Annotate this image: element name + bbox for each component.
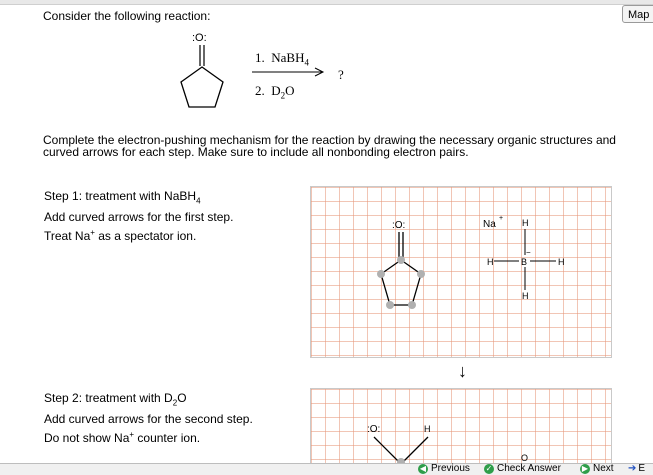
question-prompt: Consider the following reaction:	[43, 9, 211, 23]
step2-oxygen-label: :O:	[367, 424, 381, 435]
sodium-label: Na	[483, 219, 496, 230]
reagent-step2: 2. $D_2O$	[255, 83, 295, 101]
step1-drawing-canvas[interactable]	[310, 186, 612, 358]
previous-icon: ◀	[419, 463, 427, 473]
step1-line2: Treat Na+ as a spectator ion.	[44, 228, 197, 244]
check-answer-button[interactable]: ✓ Check Answer	[485, 463, 561, 474]
oxygen-label: :O:	[192, 32, 207, 44]
h-left: H	[487, 257, 494, 267]
next-icon: ▶	[581, 463, 589, 473]
reaction-arrow	[252, 66, 327, 78]
reagent-step1: 1. NaBH$_4$	[255, 50, 309, 68]
cyclopentanone-structure	[170, 30, 240, 115]
step2-h-label: H	[424, 424, 431, 434]
boron-label: B	[521, 257, 528, 267]
step1-title: Step 1: treatment with NaBH$_4$	[44, 189, 201, 206]
step1-description	[44, 188, 233, 244]
exit-button[interactable]: ➔ E	[628, 463, 646, 474]
step2-drawing-canvas[interactable]	[310, 388, 612, 465]
boron-charge: −	[526, 248, 531, 257]
previous-button[interactable]: ◀ Previous	[419, 463, 470, 474]
step2-canvas-structures	[311, 389, 611, 464]
check-icon: ✓	[485, 463, 493, 473]
step2-oxygen2-label: O	[521, 453, 529, 463]
step1-canvas-structures	[311, 187, 611, 357]
h-right: H	[558, 257, 565, 267]
h-bottom: H	[522, 291, 529, 301]
step1-oxygen-label: :O:	[392, 220, 406, 231]
map-button[interactable]: Map	[622, 5, 653, 23]
instructions-text: Complete the electron-pushing mechanism for the reaction by drawing the necessary organic structures and curved arrows for each step. Make sure to include all nonbonding electron pairs.	[43, 133, 616, 159]
top-border	[0, 0, 653, 5]
step1-line1: Add curved arrows for the first step.	[44, 210, 234, 225]
down-arrow: ↓	[458, 361, 467, 381]
next-button[interactable]: ▶ Next	[581, 463, 614, 474]
exit-icon: ➔	[628, 463, 637, 474]
step2-line1: Add curved arrows for the second step.	[44, 412, 253, 427]
step2-line2: Do not show Na+ counter ion.	[44, 430, 201, 446]
h-top: H	[522, 218, 529, 228]
product-unknown: ?	[338, 67, 344, 82]
step2-title: Step 2: treatment with $D_2O$	[44, 391, 187, 408]
step2-description	[44, 390, 253, 446]
sodium-charge: +	[499, 215, 504, 222]
